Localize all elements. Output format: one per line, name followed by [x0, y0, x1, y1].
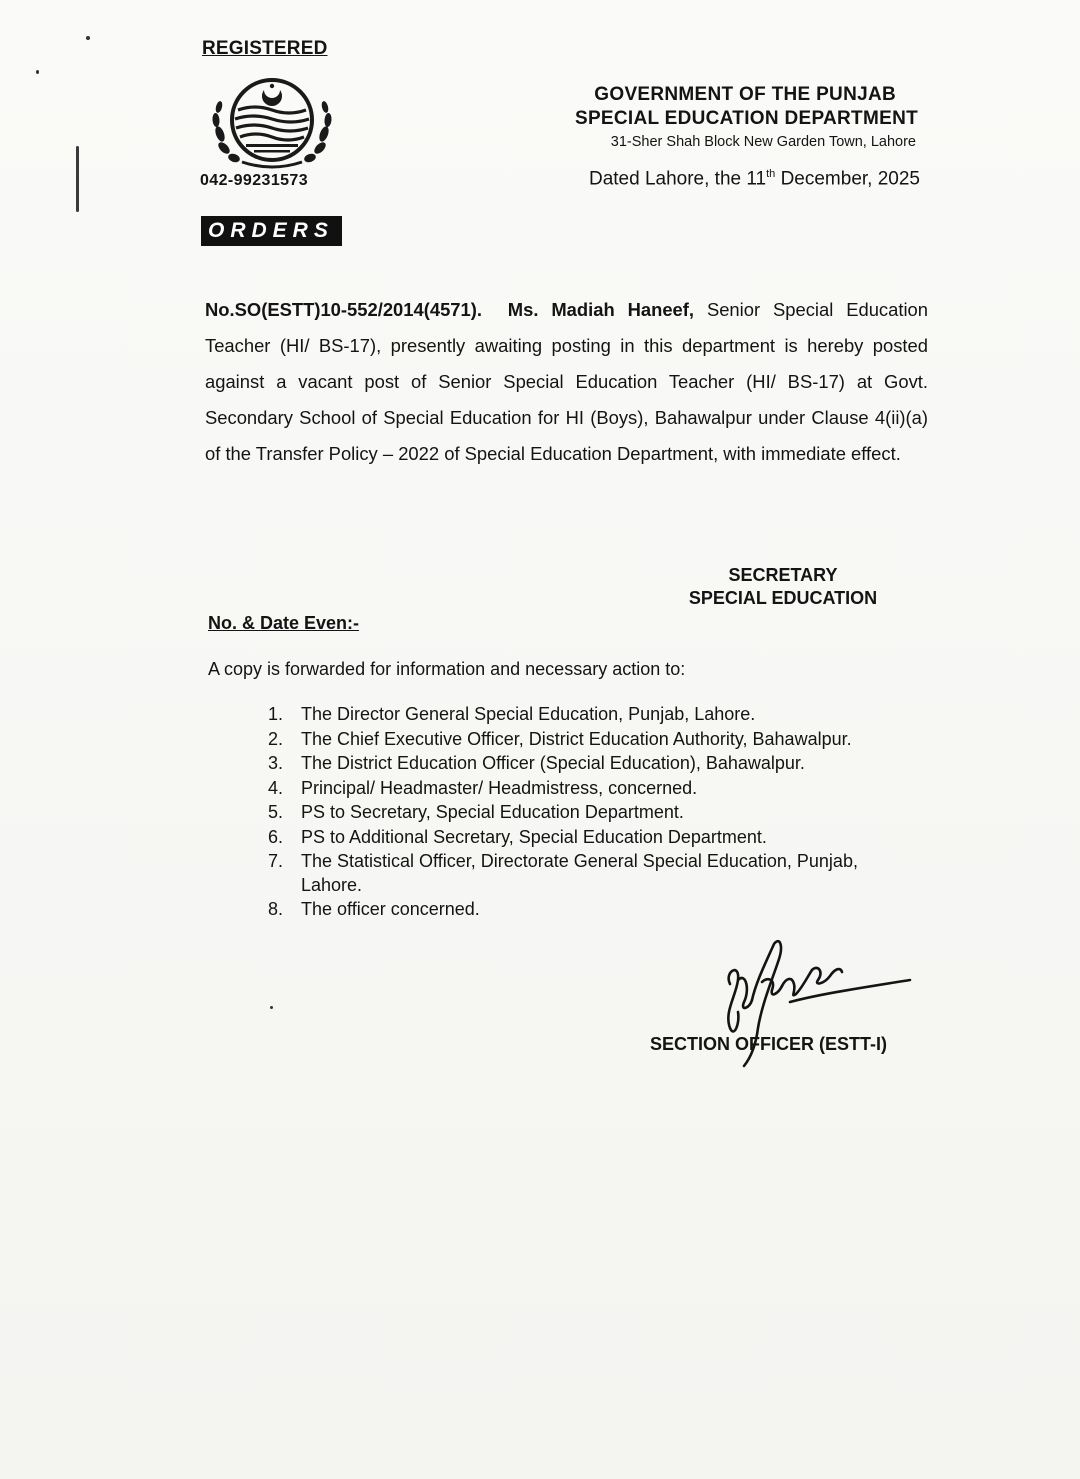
list-item	[268, 752, 908, 776]
dated-line	[589, 168, 920, 190]
list-item-number: 8.	[268, 899, 284, 919]
dated-sup: th	[766, 168, 776, 180]
list-item-number: 4.	[268, 777, 284, 798]
list-item-text: PS to Secretary, Special Education Department.	[301, 802, 684, 822]
department-address: 31-Sher Shah Block New Garden Town, Lahore	[610, 134, 916, 150]
no-date-even-label: No. & Date Even:-	[208, 613, 360, 633]
order-ref-no: No.SO(ESTT)10-552/2014(4571).	[205, 299, 482, 320]
punjab-emblem-icon	[206, 74, 338, 174]
phone-number: 042-99231573	[200, 172, 309, 189]
dated-suffix: December, 2025	[775, 168, 920, 190]
order-body: Senior Special Education Teacher (HI/ BS-17), presently awaiting posting in this department is hereby posted against a vacant post of Senior Special Education Teacher (HI/ BS-17) at Govt. Secondary School of Special Education for HI (Boys), Bahawalpur under Clause 4(ii)(a) of the Transfer Policy – 2022 of Special Education Department, with immediate effect.	[205, 299, 928, 464]
list-item	[268, 728, 908, 752]
list-item-text: The officer concerned.	[301, 899, 480, 919]
registered-label: REGISTERED	[202, 38, 328, 59]
list-item	[268, 850, 908, 897]
section-officer-title: SECTION OFFICER (ESTT-I)	[650, 1034, 887, 1054]
list-item-number: 3.	[268, 753, 284, 773]
list-item-text: The Chief Executive Officer, District Education Authority, Bahawalpur.	[301, 728, 852, 749]
list-item-number: 6.	[268, 826, 284, 847]
list-item	[268, 703, 908, 727]
list-item-text: Principal/ Headmaster/ Headmistress, concerned.	[301, 777, 698, 798]
list-item	[268, 777, 908, 801]
list-item-number: 1.	[268, 704, 284, 724]
list-item-number: 2.	[268, 728, 284, 749]
list-item-number: 5.	[268, 802, 284, 822]
secretary-signatory	[640, 564, 926, 610]
list-item-number: 7.	[268, 851, 284, 871]
government-heading: GOVERNMENT OF THE PUNJAB	[594, 84, 896, 105]
list-item-text: The District Education Officer (Special Education), Bahawalpur.	[301, 753, 805, 773]
list-item	[268, 898, 908, 922]
department-heading: SPECIAL EDUCATION DEPARTMENT	[574, 108, 918, 129]
list-item	[268, 826, 908, 850]
dated-prefix: Dated Lahore, the 11	[588, 168, 767, 190]
orders-label: ORDERS	[201, 216, 342, 246]
officer-name: Ms. Madiah Haneef,	[507, 299, 695, 320]
list-item-text: The Statistical Officer, Directorate General Special Education, Punjab, Lahore.	[301, 851, 858, 895]
secretary-title: SECRETARY	[728, 565, 838, 585]
order-paragraph	[205, 292, 928, 472]
speck-mark	[270, 1006, 273, 1009]
speck-mark	[86, 36, 90, 40]
list-item-text: The Director General Special Education, Punjab, Lahore.	[301, 704, 756, 724]
secretary-department: SPECIAL EDUCATION	[688, 588, 878, 608]
list-item-text: PS to Additional Secretary, Special Education Department.	[301, 826, 767, 847]
speck-mark	[36, 70, 39, 74]
copy-intro: A copy is forwarded for information and necessary action to:	[208, 659, 686, 679]
binder-mark	[76, 146, 79, 212]
list-item	[268, 801, 908, 825]
copy-recipients-list	[268, 703, 908, 923]
